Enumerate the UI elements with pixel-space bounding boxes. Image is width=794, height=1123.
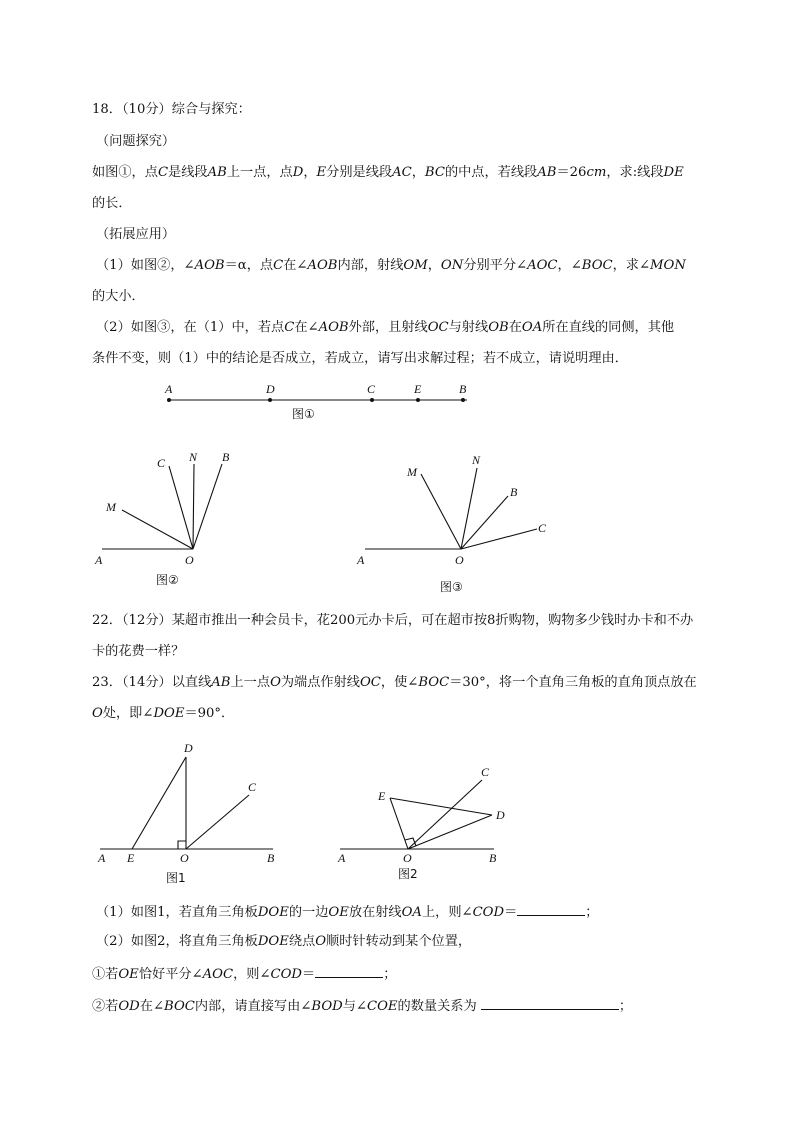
segment-ed xyxy=(132,757,186,849)
label-a: A xyxy=(98,851,106,865)
q23-part2-sub2: ②若OD在∠BOC内部，请直接写由∠BOD与∠COE的数量关系为 ； xyxy=(92,995,632,1017)
figure-q23-2-caption: 图2 xyxy=(398,867,418,881)
right-angle-mark xyxy=(178,841,186,849)
ray-on xyxy=(461,468,477,549)
q18-problem-line-2: 的长． xyxy=(92,196,132,211)
ray-oc xyxy=(408,780,482,849)
figure-3-angles xyxy=(356,453,547,594)
label-b: B xyxy=(267,851,275,865)
label-a: A xyxy=(338,851,346,865)
q18-heading: 18．（10分）综合与探究： xyxy=(92,102,251,117)
q23-part2: （2）如图2，将直角三角板DOE绕点O顺时针转动到某个位置， xyxy=(96,934,472,949)
label-d: D xyxy=(496,808,505,822)
label-m: M xyxy=(106,500,116,514)
figure-2-caption: 图② xyxy=(156,573,179,587)
label-a: A xyxy=(357,553,365,567)
figure-1-caption: 图① xyxy=(292,407,315,421)
ray-om xyxy=(421,474,461,549)
label-o: O xyxy=(185,553,194,567)
q23-part2-sub1: ①若OE恰好平分∠AOC，则∠COD＝ ； xyxy=(92,963,396,985)
label-a: A xyxy=(165,382,173,396)
ray-ob xyxy=(193,464,222,549)
label-n: N xyxy=(189,450,198,464)
q22-line-2: 卡的花费一样？ xyxy=(92,644,185,659)
q23-line-1: 23．（14分）以直线AB上一点O为端点作射线OC，使∠BOC＝30°，将一个直角三角板的直角顶点放在 xyxy=(92,675,697,690)
q18-part1-line-1: （1）如图②，∠AOB＝α，点C在∠AOB内部，射线OM，ON分别平分∠AOC，∠BOC，求∠MON xyxy=(96,258,686,273)
label-c: C xyxy=(481,765,490,779)
answer-blank-2[interactable] xyxy=(315,963,383,978)
answer-blank-1[interactable] xyxy=(517,901,585,916)
point-b xyxy=(461,398,465,402)
label-b: B xyxy=(510,485,518,499)
figure-q23-1-caption: 图1 xyxy=(166,871,186,885)
q18-part2-line-1: （2）如图③，在（1）中，若点C在∠AOB外部，且射线OC与射线OB在OA所在直线的同侧，其他 xyxy=(96,320,675,335)
label-c: C xyxy=(248,780,257,794)
segment-od xyxy=(408,815,492,849)
ray-oc xyxy=(186,795,249,849)
label-o: O xyxy=(180,851,189,865)
label-d: D xyxy=(184,741,193,755)
label-c: C xyxy=(367,382,376,396)
label-o: O xyxy=(455,553,464,567)
point-e xyxy=(416,398,420,402)
label-b: B xyxy=(459,382,467,396)
ray-oc xyxy=(169,466,193,549)
figure-q23-2 xyxy=(337,765,505,881)
label-m: M xyxy=(407,465,417,479)
segment-ed xyxy=(390,798,492,815)
label-e: E xyxy=(127,851,135,865)
label-e: E xyxy=(414,382,422,396)
label-b: B xyxy=(222,450,230,464)
label-b: B xyxy=(489,851,497,865)
segment-oe xyxy=(390,798,408,849)
q23-part1: （1）如图1，若直角三角板DOE的一边OE放在射线OA上，则∠COD＝ ； xyxy=(96,901,598,923)
label-a: A xyxy=(95,553,103,567)
label-n: N xyxy=(472,453,481,467)
label-e: E xyxy=(378,789,386,803)
figure-q23-1 xyxy=(97,741,275,885)
label-c: C xyxy=(538,521,547,535)
figure-2-angles xyxy=(94,450,230,587)
q18-part1-line-2: 的大小． xyxy=(92,289,145,304)
label-c: C xyxy=(157,456,166,470)
q18-section-extend: （拓展应用） xyxy=(96,227,176,242)
label-o: O xyxy=(403,851,412,865)
label-d: D xyxy=(266,382,275,396)
q18-section-problem: （问题探究） xyxy=(96,134,176,149)
ray-on xyxy=(193,464,194,549)
answer-blank-3[interactable] xyxy=(481,995,619,1010)
ray-oc xyxy=(461,529,537,549)
ray-om xyxy=(122,510,193,549)
q22-line-1: 22．（12分）某超市推出一种会员卡，花200元办卡后，可在超市按8折购物，购物多少钱时办卡和不办 xyxy=(92,613,694,628)
q18-problem-line-1: 如图①，点C是线段AB上一点，点D，E分别是线段AC，BC的中点，若线段AB＝26cm，求:线段DE xyxy=(92,165,684,180)
ray-ob xyxy=(461,496,508,549)
q23-line-2: O处，即∠DOE＝90°． xyxy=(92,706,235,721)
point-d xyxy=(268,398,272,402)
q18-part2-line-2: 条件不变，则（1）中的结论是否成立，若成立，请写出求解过程；若不成立，请说明理由． xyxy=(92,351,628,366)
point-a xyxy=(167,398,171,402)
figure-3-caption: 图③ xyxy=(440,580,463,594)
point-c xyxy=(370,398,374,402)
